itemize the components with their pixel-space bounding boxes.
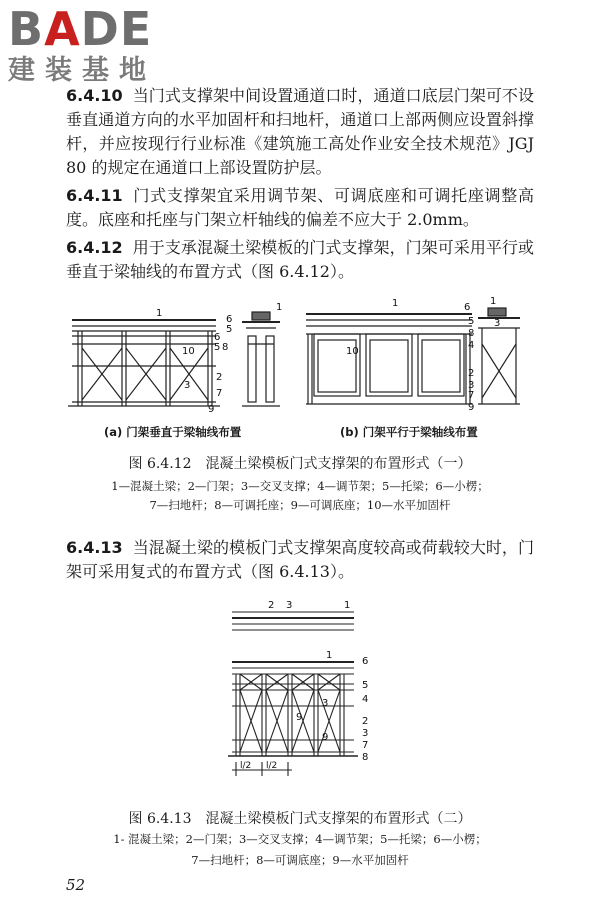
caption-b: (b) 门架平行于梁轴线布置 [340, 425, 478, 439]
label-a-5: 5 [226, 324, 233, 335]
label-a-8: 8 [222, 342, 229, 353]
paragraph-6-4-11: 6.4.11 门式支撑架宜采用调节架、可调底座和可调托座调整高度。底座和托座与门架立杆轴线的偏差不应大于 2.0mm。 [66, 186, 534, 229]
page-number: 52 [66, 876, 86, 894]
label-a-2: 2 [216, 372, 223, 383]
label-b-10: 10 [346, 346, 359, 357]
label-b-4: 4 [468, 340, 475, 351]
dim-l-half-2: l/2 [266, 761, 278, 771]
label-a-1: 1 [156, 308, 163, 319]
label-a-10: 10 [182, 346, 195, 357]
label-f2-1: 1 [326, 650, 333, 661]
label-f2-8: 8 [362, 752, 369, 763]
label-f2-3-inner: 3 [322, 698, 329, 709]
label-b-7: 7 [468, 390, 475, 401]
label-f2-9b: 9 [322, 732, 329, 743]
label-a-6b: 6 [214, 332, 221, 343]
logo-wordmark: BADE [8, 2, 153, 56]
dim-l-half-1: l/2 [240, 761, 252, 771]
label-f2-7: 7 [362, 740, 369, 751]
label-b-3: 3 [468, 380, 475, 391]
figure-6-4-13-legend-2: 7—扫地杆；8—可调底座；9—水平加固杆 [191, 853, 409, 867]
label-f2-4: 4 [362, 694, 369, 705]
label-f2-3-right: 3 [362, 728, 369, 739]
label-b-1: 1 [392, 298, 399, 309]
figure-6-4-12-legend-2: 7—扫地杆；8—可调托座；9—可调底座；10—水平加固杆 [149, 498, 451, 512]
figure-6-4-12-a [66, 292, 300, 420]
label-a-1b: 1 [276, 302, 283, 313]
label-b-9: 9 [468, 402, 475, 413]
label-f2-5: 5 [362, 680, 369, 691]
figure-6-4-13-legend-1: 1- 混凝土梁；2—门架；3—交叉支撑；4—调节架；5—托梁；6—小楞； [113, 832, 487, 846]
figure-6-4-13 [222, 590, 392, 790]
label-f2-2: 2 [268, 600, 275, 611]
label-a-9: 9 [208, 404, 215, 415]
label-a-7: 7 [216, 388, 223, 399]
caption-a: (a) 门架垂直于梁轴线布置 [104, 425, 242, 439]
logo-subtitle: 建装基地 [8, 55, 156, 86]
label-f2-9: 9 [296, 712, 303, 723]
label-b-2: 2 [468, 368, 475, 379]
label-b-8: 8 [468, 328, 475, 339]
figure-6-4-12-title: 图 6.4.12 混凝土梁模板门式支撑架的布置形式（一） [128, 456, 472, 472]
label-b-1b: 1 [490, 296, 497, 307]
figure-6-4-12-b [302, 292, 534, 420]
paragraph-6-4-12: 6.4.12 用于支承混凝土梁模板的门式支撑架，门架可采用平行或垂直于梁轴线的布置方式（图 6.4.12）。 [66, 238, 534, 281]
label-b-5: 5 [468, 316, 475, 327]
paragraph-6-4-13: 6.4.13 当混凝土梁的模板门式支撑架高度较高或荷载较大时，门架可采用复式的布置方式（图 6.4.13）。 [66, 538, 534, 581]
label-a-6: 6 [226, 314, 233, 325]
brand-logo [8, 4, 156, 86]
label-f2-1-top: 1 [344, 600, 351, 611]
label-f2-2-right: 2 [362, 716, 369, 727]
paragraph-6-4-10: 6.4.10 当门式支撑架中间设置通道口时，通道口底层门架可不设垂直通道方向的水平加固杆和扫地杆，通道口上部两侧应设置斜撑杆，并应按现行行业标准《建筑施工高处作业安全技术规范》JGJ 80 的规定在通道口上部设置防护层。 [66, 86, 534, 177]
figure-6-4-12-legend-1: 1—混凝土梁；2—门架；3—交叉支撑；4—调节架；5—托梁；6—小楞； [111, 479, 489, 493]
label-f2-6: 6 [362, 656, 369, 667]
label-b-6: 6 [464, 302, 471, 313]
label-a-3: 3 [184, 380, 191, 391]
label-b-3b: 3 [494, 318, 501, 329]
figure-6-4-13-title: 图 6.4.13 混凝土梁模板门式支撑架的布置形式（二） [128, 811, 472, 827]
label-a-5b: 5 [214, 342, 221, 353]
label-f2-3: 3 [286, 600, 293, 611]
